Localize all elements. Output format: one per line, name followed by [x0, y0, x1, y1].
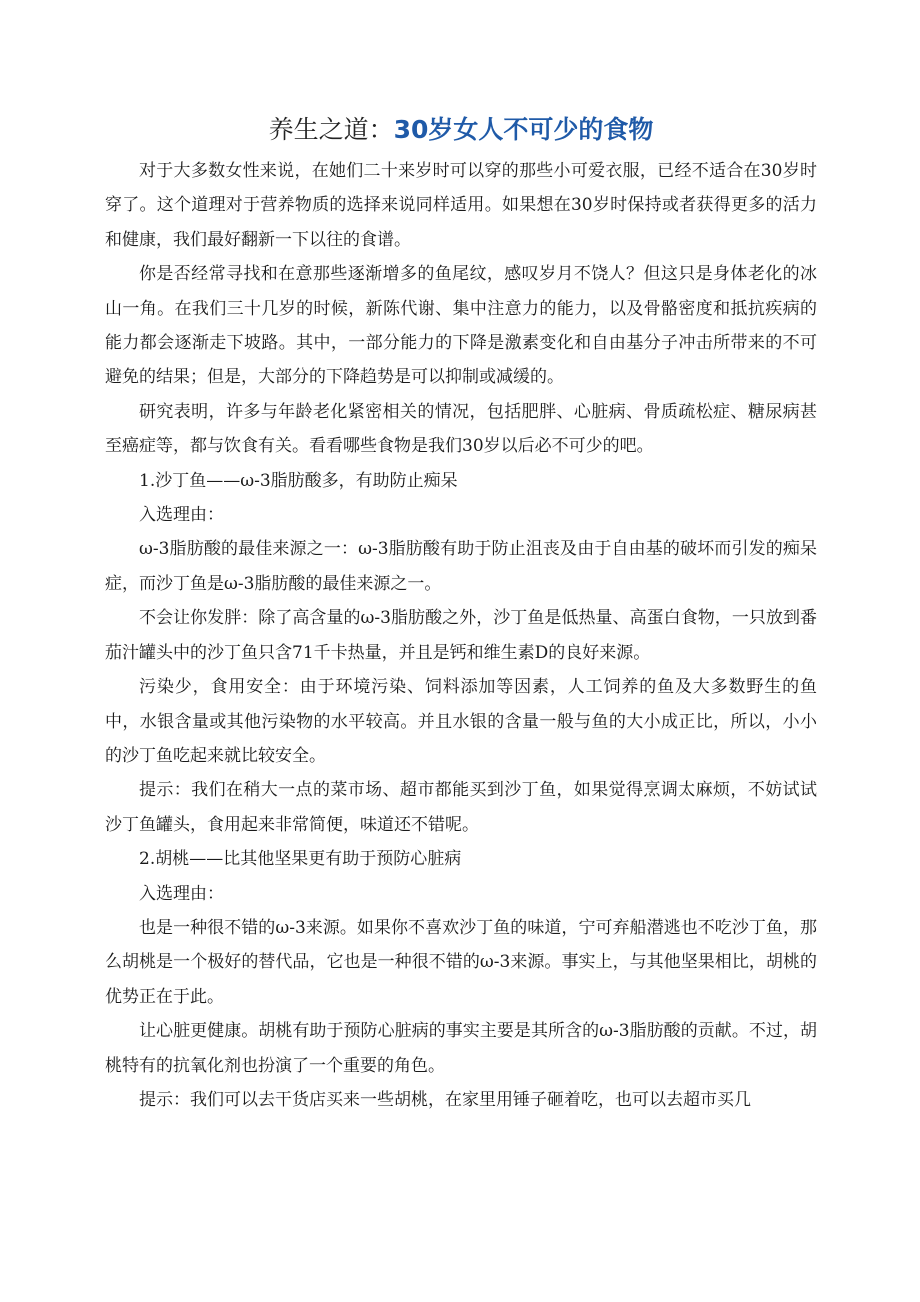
paragraph-walnut-omega3: 也是一种很不错的ω-3来源。如果你不喜欢沙丁鱼的味道，宁可弃船潜逃也不吃沙丁鱼，那么胡桃是一个极好的替代品，它也是一种很不错的ω-3来源。事实上，与其他坚果相比，胡桃的优势正在于此。	[105, 917, 817, 1007]
section-heading-walnut: 2.胡桃——比其他坚果更有助于预防心脏病	[139, 849, 462, 870]
page-title	[105, 110, 817, 150]
paragraph-intro: 对于大多数女性来说，在她们二十来岁时可以穿的那些小可爱衣服，已经不适合在30岁时穿了。这个道理对于营养物质的选择来说同样适用。如果想在30岁时保持或者获得更多的活力和健康，我们最好翻新一下以往的食谱。	[105, 161, 817, 250]
paragraph-sardine-omega3: ω-3脂肪酸的最佳来源之一：ω-3脂肪酸有助于防止沮丧及由于自由基的破坏而引发的痴呆症，而沙丁鱼是ω-3脂肪酸的最佳来源之一。	[105, 539, 817, 594]
section-heading-sardine: 1.沙丁鱼——ω-3脂肪酸多，有助防止痴呆	[139, 470, 458, 491]
title-plain: 养生之道：	[268, 115, 394, 144]
reason-label: 入选理由：	[139, 505, 224, 526]
title-accent: 30岁女人不可少的食物	[393, 115, 654, 144]
document-page	[105, 110, 817, 1117]
reason-label: 入选理由：	[139, 883, 224, 904]
paragraph-sardine-tip: 提示：我们在稍大一点的菜市场、超市都能买到沙丁鱼，如果觉得烹调太麻烦，不妨试试沙丁鱼罐头，食用起来非常简便，味道还不错呢。	[105, 780, 817, 835]
paragraph-sardine-safety: 污染少，食用安全：由于环境污染、饲料添加等因素，人工饲养的鱼及大多数野生的鱼中，水银含量或其他污染物的水平较高。并且水银的含量一般与鱼的大小成正比，所以，小小的沙丁鱼吃起来就比较安全。	[105, 677, 817, 766]
paragraph-walnut-tip: 提示：我们可以去干货店买来一些胡桃，在家里用锤子砸着吃，也可以去超市买几	[139, 1089, 751, 1110]
paragraph-walnut-heart: 让心脏更健康。胡桃有助于预防心脏病的事实主要是其所含的ω-3脂肪酸的贡献。不过，胡桃特有的抗氧化剂也扮演了一个重要的角色。	[105, 1021, 817, 1076]
paragraph-research: 研究表明，许多与年龄老化紧密相关的情况，包括肥胖、心脏病、骨质疏松症、糖尿病甚至癌症等，都与饮食有关。看看哪些食物是我们30岁以后必不可少的吧。	[105, 401, 817, 457]
paragraph-aging: 你是否经常寻找和在意那些逐渐增多的鱼尾纹，感叹岁月不饶人？但这只是身体老化的冰山一角。在我们三十几岁的时候，新陈代谢、集中注意力的能力，以及骨骼密度和抵抗疾病的能力都会逐渐走下坡路。其中，一部分能力的下降是激素变化和自由基分子冲击所带来的不可避免的结果；但是，大部分的下降趋势是可以抑制或减缓的。	[105, 264, 817, 388]
paragraph-sardine-calories: 不会让你发胖：除了高含量的ω-3脂肪酸之外，沙丁鱼是低热量、高蛋白食物，一只放到番茄汁罐头中的沙丁鱼只含71千卡热量，并且是钙和维生素D的良好来源。	[105, 608, 817, 663]
